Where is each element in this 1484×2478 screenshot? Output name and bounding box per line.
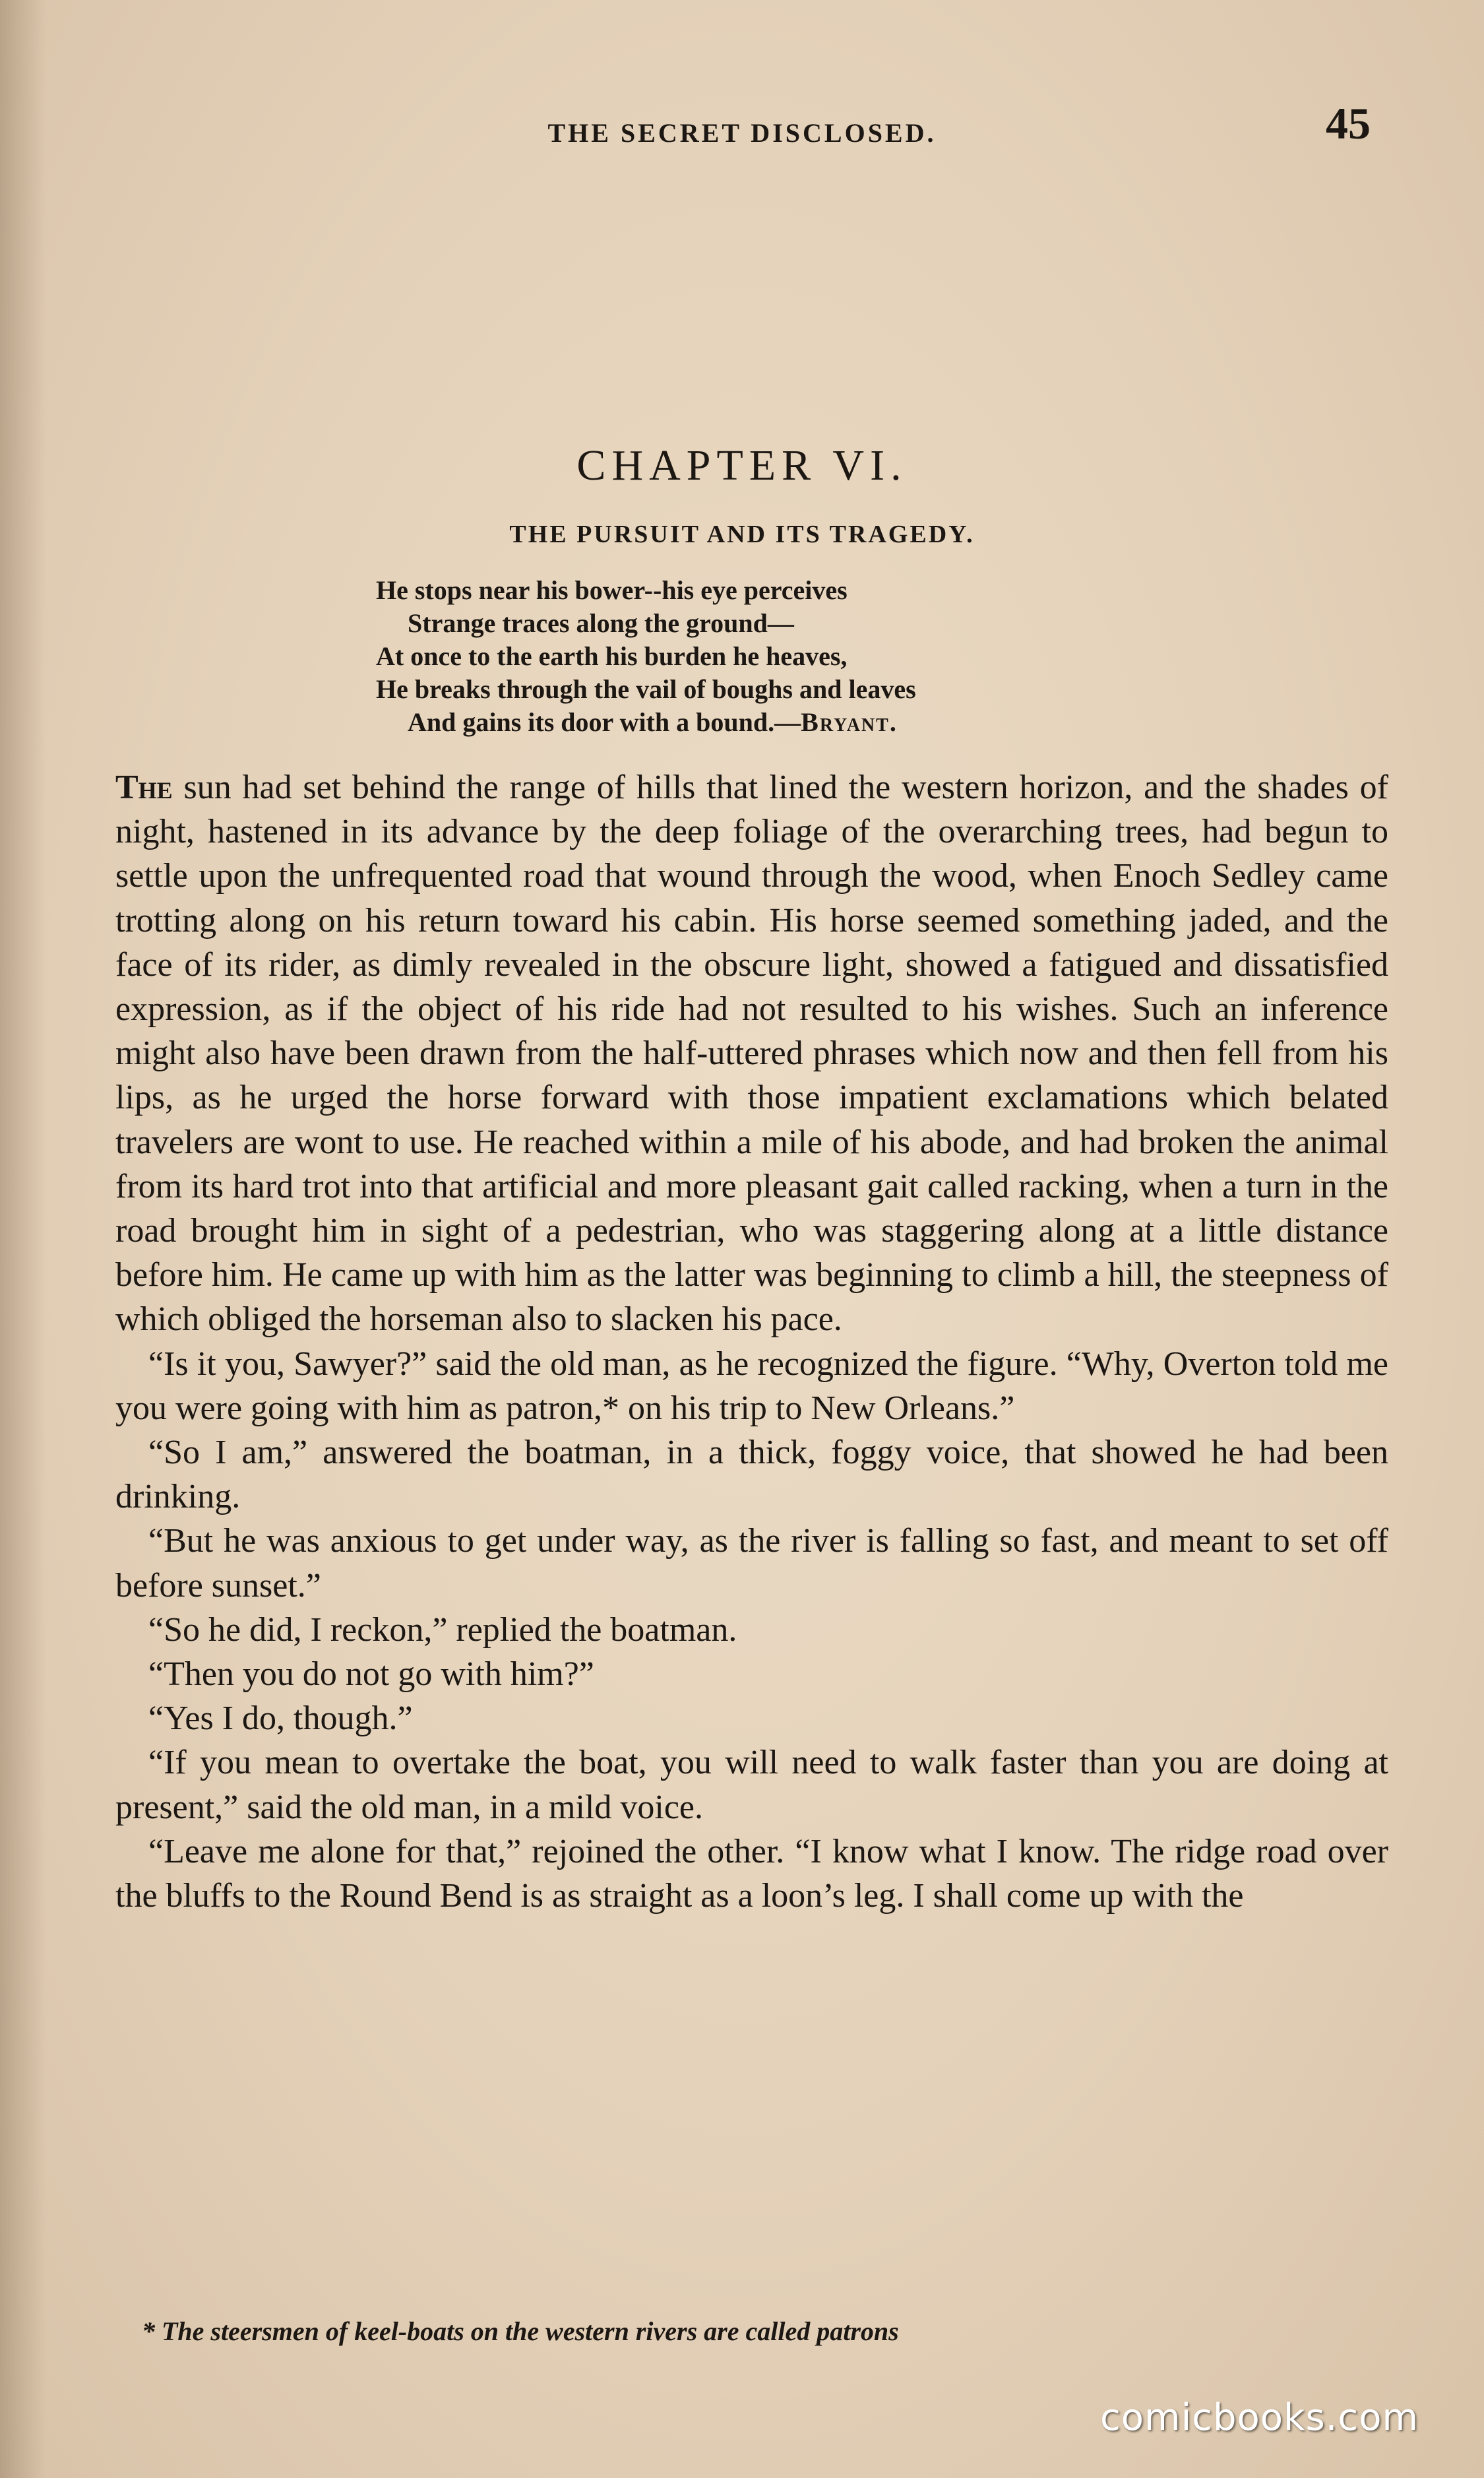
chapter-title: CHAPTER VI. xyxy=(576,441,908,490)
epigraph-line: He stops near his bower--his eye perceives xyxy=(376,575,848,605)
footnote: * The steersmen of keel-boats on the western rivers are called patrons xyxy=(142,2316,899,2346)
paragraph: “But he was anxious to get under way, as the river is falling so fast, and meant to set off before sunset.” xyxy=(115,1522,1388,1604)
epigraph-line: At once to the earth his burden he heaves, xyxy=(376,641,848,671)
paragraph-text: sun had set behind the range of hills that lined the western horizon, and the shades of night, hastened in its advance by the deep foliage of the overarching trees, had begun to settle upon the unfrequented road that wound through the wood, when Enoch Sedley came trotting along on his return toward his cabin. His horse seemed something jaded, and the face of its rider, as dimly revealed in the obscure light, showed a fatigued and dissatisfied expression, as if the object of his ride had not resulted to his wishes. Such an inference might also have been drawn from the half-uttered phrases which now and then fell from his lips, as he urged the horse forward with those impatient exclamations which belated travelers are wont to use. He reached within a mile of his abode, and had broken the animal from its hard trot into that artificial and more pleasant gait called racking, when a turn in the road brought him in sight of a pedestrian, who was staggering along at a little distance before him. He came up with him as the latter was beginning to climb a hill, the steepness of which obliged the horseman also to slacken his pace. xyxy=(115,769,1388,1339)
epigraph-line: And gains its door with a bound.— xyxy=(408,707,801,737)
epigraph-line: Strange traces along the ground— xyxy=(408,608,794,638)
paragraph: “Leave me alone for that,” rejoined the other. “I know what I know. The ridge road over the bluffs to the Round Bend is as straight as a loon’s leg. I shall come up with the xyxy=(115,1832,1388,1915)
epigraph-line: He breaks through the vail of boughs and leaves xyxy=(376,674,916,704)
paragraph: “If you mean to overtake the boat, you will need to walk faster than you are doing at present,” said the old man, in a mild voice. xyxy=(115,1744,1388,1826)
paragraph: “So I am,” answered the boatman, in a thick, foggy voice, that showed he had been drinking. xyxy=(115,1434,1388,1516)
watermark: comicbooks.com xyxy=(1100,2396,1419,2439)
chapter-body xyxy=(115,765,1388,1918)
page-number: 45 xyxy=(1326,98,1371,148)
epigraph xyxy=(376,574,1233,739)
lead-word: The xyxy=(115,769,173,806)
page-edge-shadow xyxy=(0,0,46,2478)
chapter-subtitle: THE PURSUIT AND ITS TRAGEDY. xyxy=(509,521,975,548)
paragraph: “Is it you, Sawyer?” said the old man, as he recognized the figure. “Why, Overton told me you were going with him as patron,* on his trip to New Orleans.” xyxy=(115,1345,1388,1427)
paragraph: “Then you do not go with him?” xyxy=(148,1655,594,1694)
paragraph: “So he did, I reckon,” replied the boatman. xyxy=(148,1610,737,1649)
paragraph: “Yes I do, though.” xyxy=(148,1700,413,1738)
epigraph-author: Bryant. xyxy=(801,707,898,737)
epigraph-last-line xyxy=(376,706,1233,739)
paragraph xyxy=(115,765,1388,1342)
running-title: THE SECRET DISCLOSED. xyxy=(547,118,937,148)
